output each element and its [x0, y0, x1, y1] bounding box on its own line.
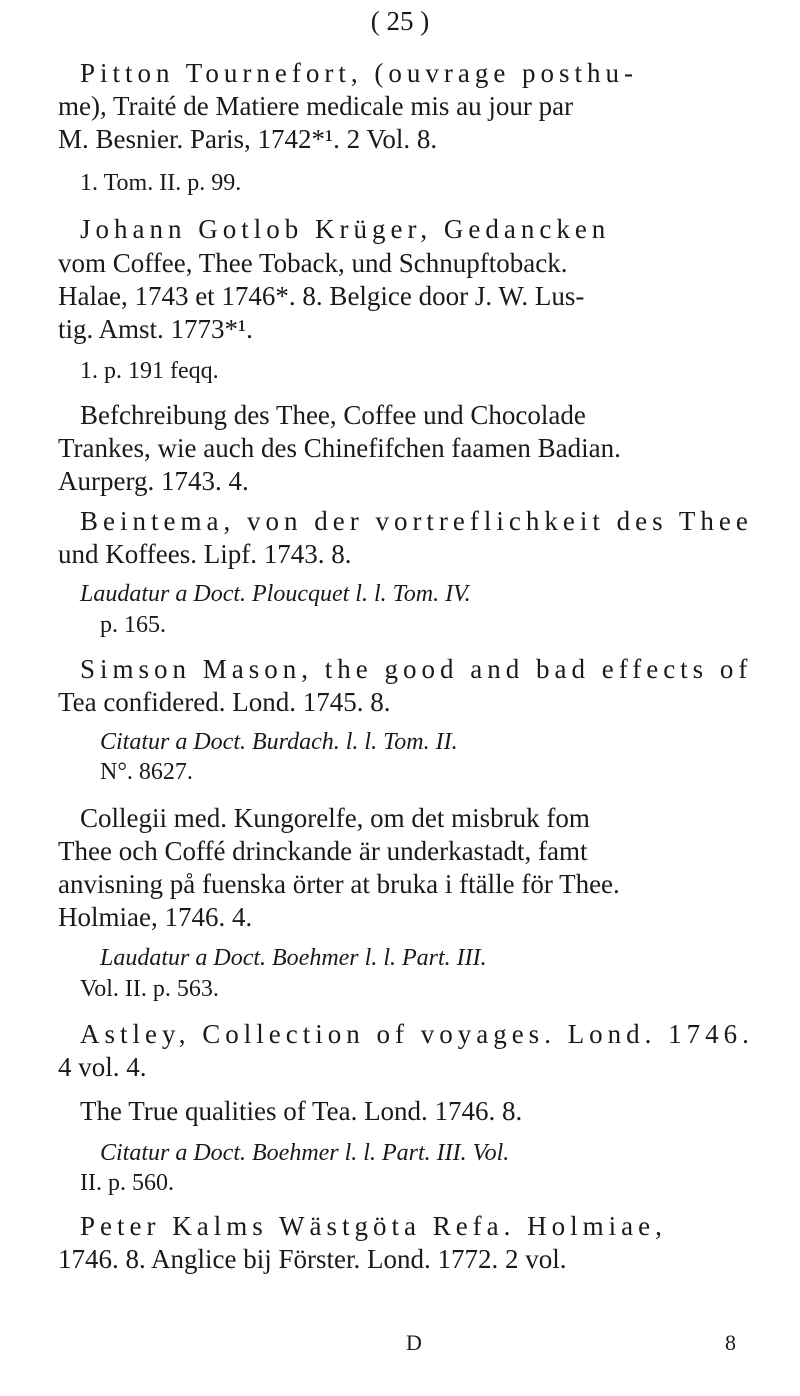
- text-line: The True qualities of Tea. Lond. 1746. 8.: [80, 1096, 523, 1126]
- text-line: Thee och Coffé drinckande är underkastadt, famt: [58, 836, 588, 866]
- text-line: Befchreibung des Thee, Coffee und Chocolade: [80, 400, 586, 430]
- text-line: Simson Mason, the good and bad effects of: [80, 654, 753, 684]
- text-line: Halae, 1743 et 1746*. 8. Belgice door J. W. Lus-: [58, 281, 585, 311]
- text-line: Laudatur a Doct. Boehmer l. l. Part. III.: [100, 945, 487, 971]
- text-line: Collegii med. Kungorelfe, om det misbruk fom: [80, 803, 590, 833]
- text-line: vom Coffee, Thee Toback, und Schnupftoback.: [58, 248, 568, 278]
- page-number: ( 25 ): [370, 6, 430, 36]
- text-line: N°. 8627.: [100, 759, 193, 785]
- text-line: Astley, Collection of voyages. Lond. 1746.: [80, 1019, 754, 1049]
- text-line: 1746. 8. Anglice bij Förster. Lond. 1772. 2 vol.: [58, 1244, 567, 1274]
- text-line: 4 vol. 4.: [58, 1052, 147, 1082]
- text-line: Aurperg. 1743. 4.: [58, 466, 249, 496]
- text-line: Johann Gotlob Krüger, Gedancken: [80, 214, 611, 244]
- text-line: Peter Kalms Wästgöta Refa. Holmiae,: [80, 1211, 667, 1241]
- text-line: p. 165.: [100, 612, 166, 638]
- text-line: 1. p. 191 feqq.: [80, 358, 219, 384]
- catchword-number: 8: [725, 1330, 736, 1355]
- text-line: Holmiae, 1746. 4.: [58, 902, 253, 932]
- text-line: und Koffees. Lipf. 1743. 8.: [58, 539, 352, 569]
- text-line: Pitton Tournefort, (ouvrage posthu-: [80, 58, 639, 88]
- text-line: Laudatur a Doct. Ploucquet l. l. Tom. IV.: [80, 581, 471, 607]
- text-line: tig. Amst. 1773*¹.: [58, 314, 253, 344]
- text-line: Vol. II. p. 563.: [80, 976, 219, 1002]
- text-line: Tea confidered. Lond. 1745. 8.: [58, 687, 391, 717]
- text-line: Trankes, wie auch des Chinefifchen faamen Badian.: [58, 433, 621, 463]
- text-line: M. Besnier. Paris, 1742*¹. 2 Vol. 8.: [58, 124, 438, 154]
- text-line: me), Traité de Matiere medicale mis au jour par: [58, 91, 574, 121]
- text-line: anvisning på fuenska örter at bruka i ftälle för Thee.: [58, 869, 620, 899]
- text-line: II. p. 560.: [80, 1170, 174, 1196]
- text-line: 1. Tom. II. p. 99.: [80, 170, 242, 196]
- text-line: Citatur a Doct. Burdach. l. l. Tom. II.: [100, 729, 458, 755]
- text-line: Beintema, von der vortreflichkeit des Thee: [80, 506, 753, 536]
- text-line: Citatur a Doct. Boehmer l. l. Part. III. Vol.: [100, 1140, 510, 1166]
- signature-mark: D: [406, 1330, 422, 1355]
